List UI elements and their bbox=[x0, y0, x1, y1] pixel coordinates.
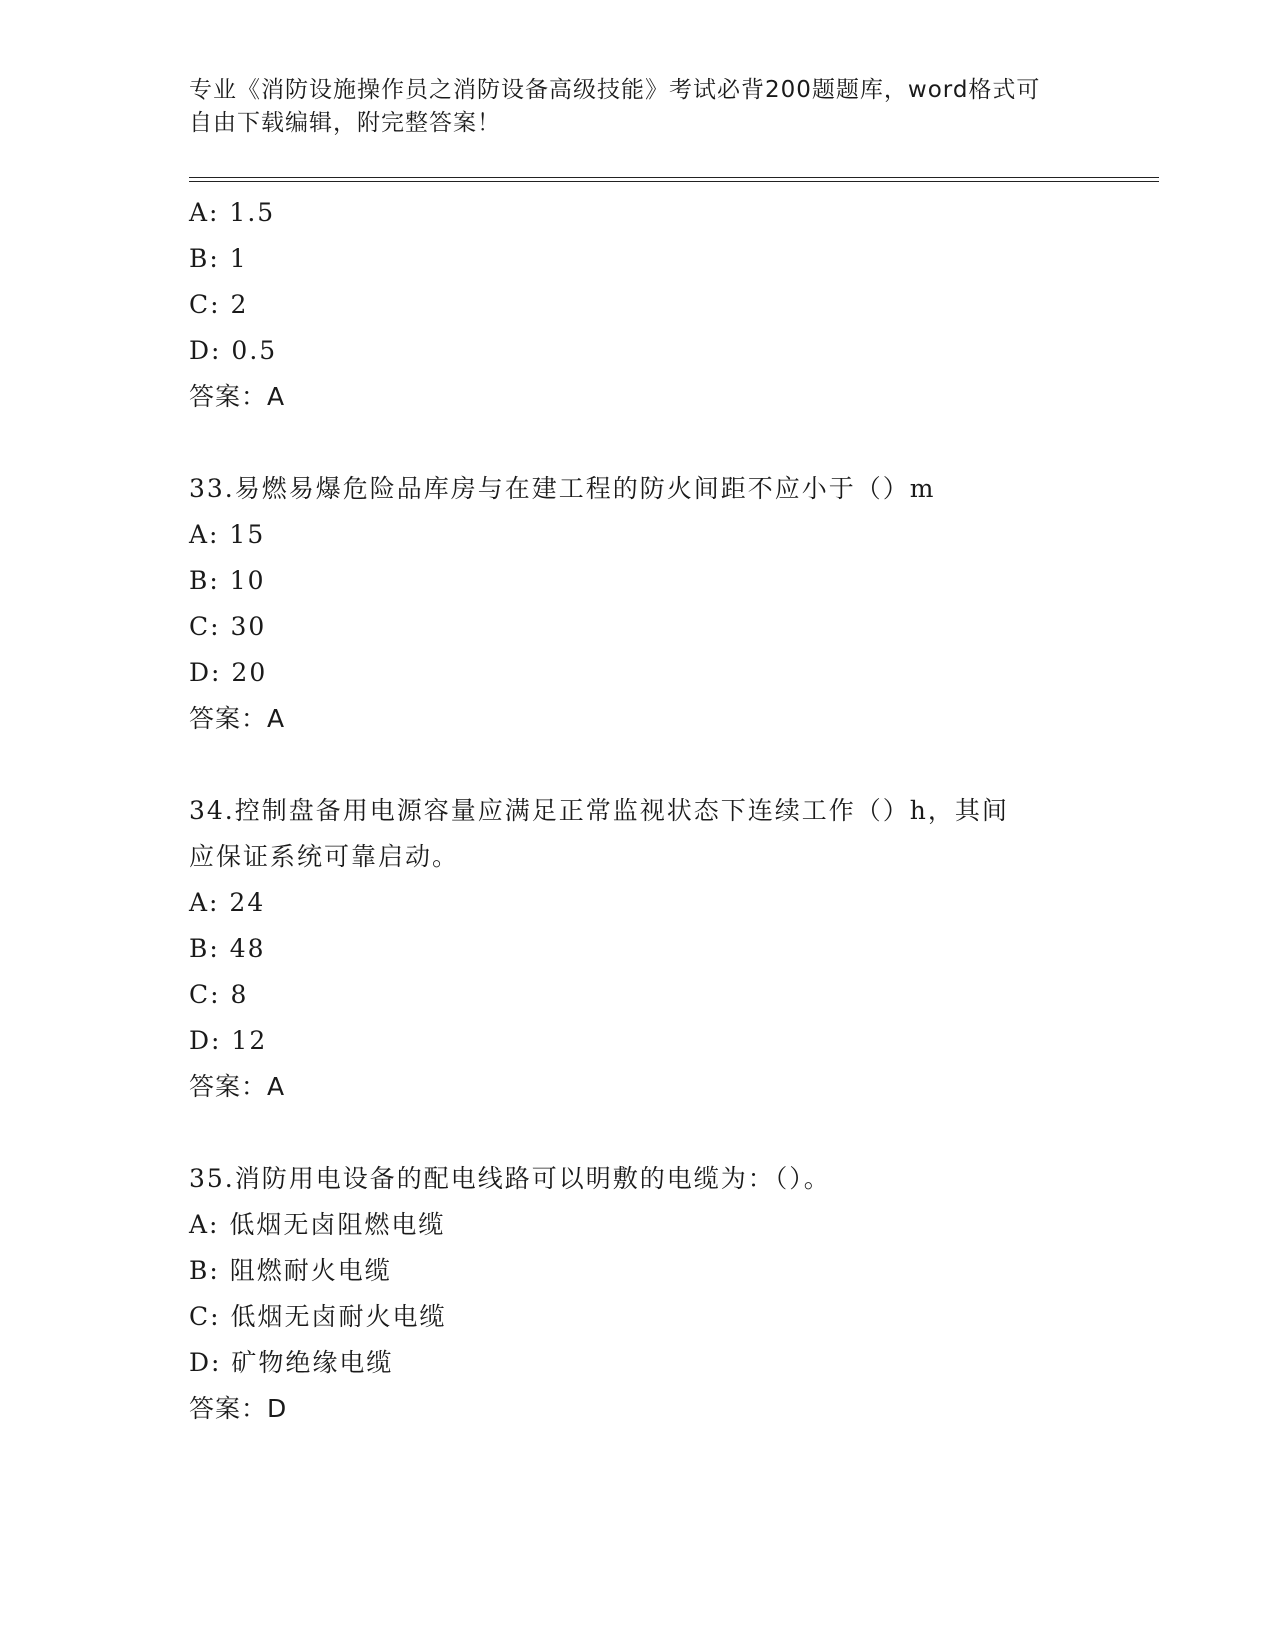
option-d: D: 0.5 bbox=[189, 336, 278, 365]
question-stem: 35.消防用电设备的配电线路可以明敷的电缆为：（）。 bbox=[189, 1164, 831, 1193]
option-d: D: 12 bbox=[189, 1026, 268, 1055]
header-title-line-1: 专业《消防设施操作员之消防设备高级技能》考试必背200题题库，word格式可 bbox=[189, 77, 1041, 103]
question-block-32 bbox=[189, 190, 1089, 420]
header-divider-top bbox=[189, 177, 1159, 178]
option-c: C: 8 bbox=[189, 980, 249, 1009]
question-block-33 bbox=[189, 466, 1089, 742]
answer-line: 答案：A bbox=[189, 1072, 286, 1101]
question-stem: 34.控制盘备用电源容量应满足正常监视状态下连续工作（）h，其间 bbox=[189, 796, 1009, 825]
answer-line: 答案：A bbox=[189, 704, 286, 733]
option-b: B: 1 bbox=[189, 244, 248, 273]
answer-line: 答案：A bbox=[189, 382, 286, 411]
question-block-34 bbox=[189, 788, 1089, 1110]
option-b: B: 48 bbox=[189, 934, 266, 963]
spacer bbox=[189, 1110, 1089, 1156]
option-c: C: 30 bbox=[189, 612, 267, 641]
answer-line: 答案：D bbox=[189, 1394, 288, 1423]
header-divider-bottom bbox=[189, 181, 1159, 182]
option-a: A: 低烟无卤阻燃电缆 bbox=[189, 1210, 446, 1239]
option-a: A: 24 bbox=[189, 888, 266, 917]
header-title-line-2: 自由下载编辑，附完整答案！ bbox=[189, 110, 501, 136]
option-d: D: 矿物绝缘电缆 bbox=[189, 1348, 394, 1377]
spacer bbox=[189, 420, 1089, 466]
option-b: B: 阻燃耐火电缆 bbox=[189, 1256, 392, 1285]
option-c: C: 2 bbox=[189, 290, 249, 319]
option-b: B: 10 bbox=[189, 566, 266, 595]
option-a: A: 15 bbox=[189, 520, 266, 549]
option-c: C: 低烟无卤耐火电缆 bbox=[189, 1302, 447, 1331]
question-stem-continued: 应保证系统可靠启动。 bbox=[189, 842, 460, 871]
question-block-35 bbox=[189, 1156, 1089, 1432]
option-a: A: 1.5 bbox=[189, 198, 276, 227]
spacer bbox=[189, 742, 1089, 788]
document-header bbox=[189, 74, 1089, 140]
question-stem: 33.易燃易爆危险品库房与在建工程的防火间距不应小于（）m bbox=[189, 474, 936, 503]
question-list bbox=[189, 190, 1089, 1432]
option-d: D: 20 bbox=[189, 658, 268, 687]
